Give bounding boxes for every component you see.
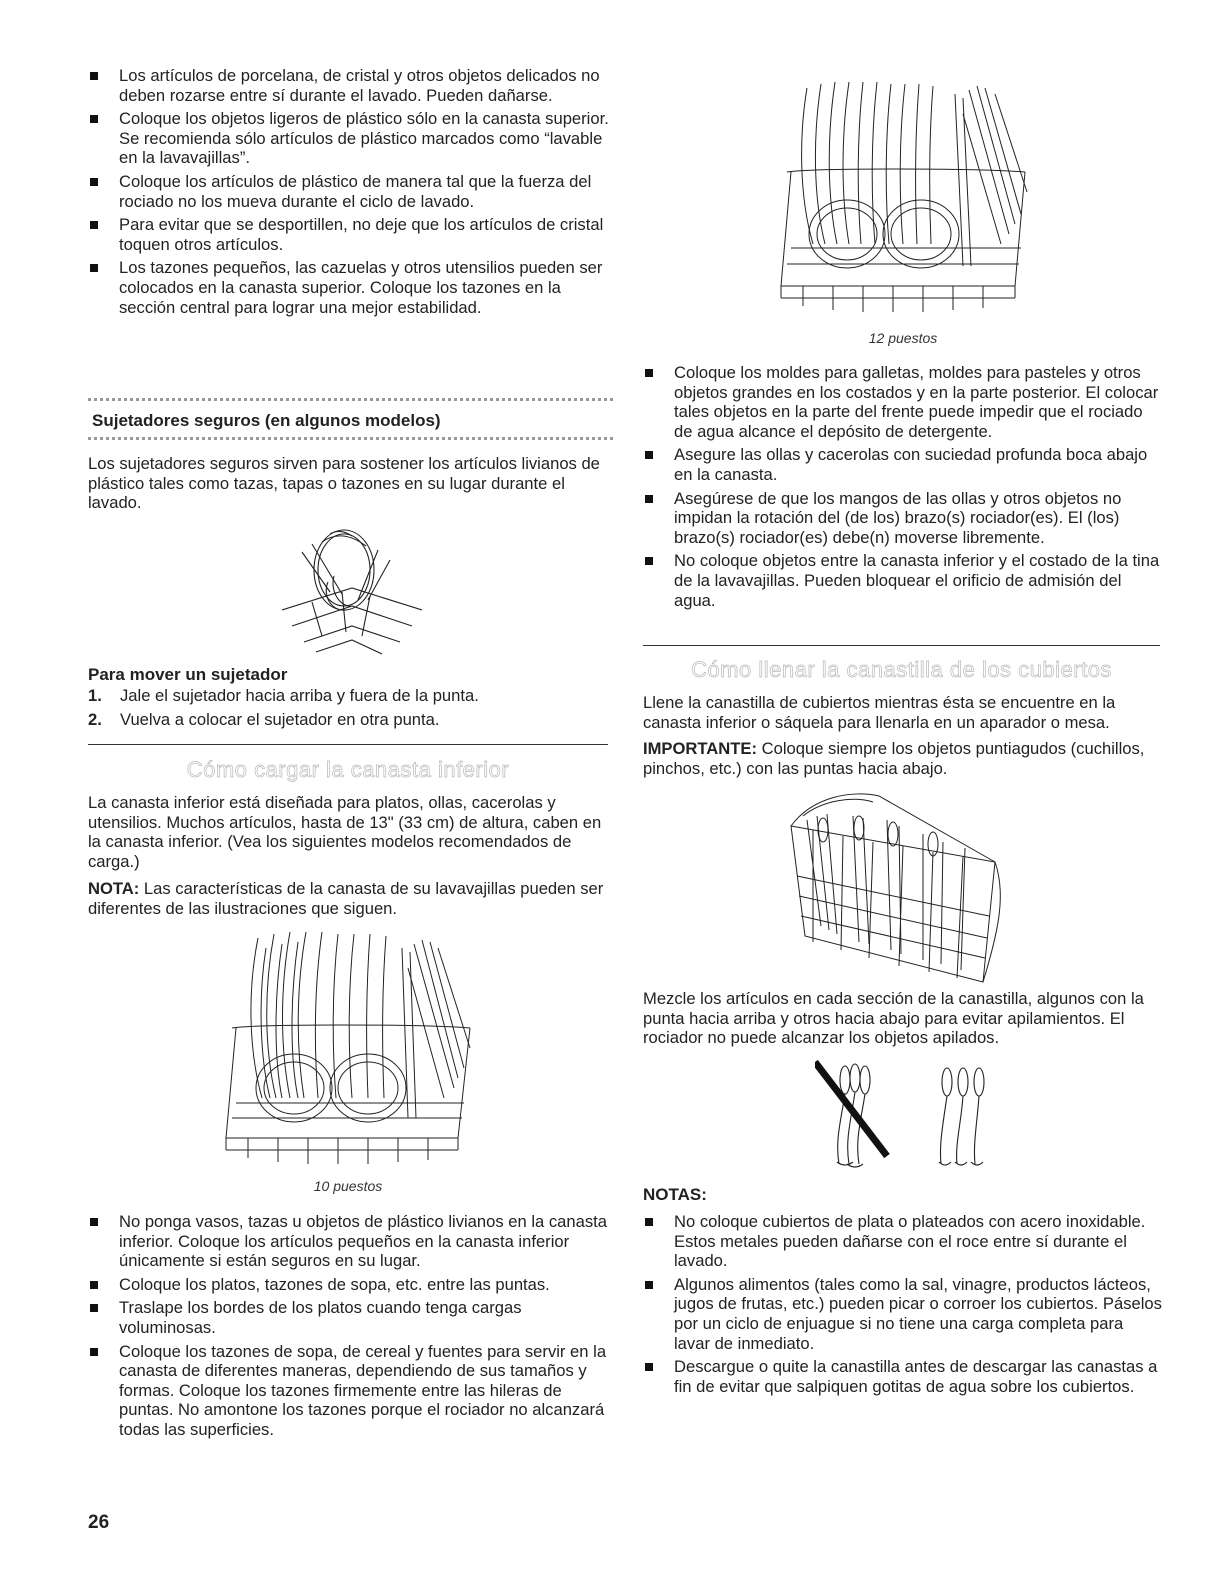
list-item: Los tazones pequeños, las cazuelas y otros utensilios pueden ser colocados en la canasta superior. Coloque los tazones en la sección central para lograr una mejor estabilidad. (88, 258, 613, 317)
list-item: Asegúrese de que los mangos de las ollas y otros objetos no impidan la rotación del (de los) brazo(s) rociador(es). El (los) brazo(s) rociador(es) debe(n) moverse libremente. (643, 489, 1163, 548)
paragraph: La canasta inferior está diseñada para platos, ollas, cacerolas y utensilios. Muchos artículos, hasta de 13" (33 cm) de altura, caben en la canasta inferior. (Vea los siguientes modelos recomendados de carga.) (88, 793, 602, 871)
list-item: No coloque objetos entre la canasta inferior y el costado de la tina de la lavavajillas. Pueden bloquear el orificio de admisión del agua. (643, 551, 1163, 610)
note-label: NOTA: (88, 879, 140, 898)
important-label: IMPORTANTE: (643, 739, 757, 758)
paragraph: Los sujetadores seguros sirven para sostener los artículos livianos de plástico tales como tazas, tapas o tazones en su lugar durante el lavado. (88, 454, 600, 513)
section-title: Cómo llenar la canastilla de los cubiertos (691, 657, 1112, 682)
paragraph: Mezcle los artículos en cada sección de la canastilla, algunos con la punta hacia arriba y otros hacia abajo para evitar apilamientos. El rociador no puede alcanzar los objetos apilados. (643, 989, 1144, 1048)
bullet-list-bottom-left (88, 1212, 613, 1440)
note-paragraph (88, 879, 613, 918)
subheading: Para mover un sujetador (88, 665, 288, 684)
nesting-spoons-illustration (815, 1060, 895, 1170)
list-item (88, 686, 613, 706)
list-item: Asegure las ollas y cacerolas con suciedad profunda boca abajo en la canasta. (643, 445, 1163, 484)
list-item: Coloque los objetos ligeros de plástico sólo en la canasta superior. Se recomienda sólo artículos de plástico marcados como “lavable en la lavavajillas”. (88, 109, 613, 168)
caption: 12 puestos (868, 330, 938, 346)
note-text: Las características de la canasta de su lavavajillas pueden ser diferentes de las ilustraciones que siguen. (88, 879, 604, 918)
list-item: No coloque cubiertos de plata o plateados con acero inoxidable. Estos metales pueden dañarse con el roce entre sí durante el lavado. (643, 1212, 1163, 1271)
notes-heading: NOTAS: (643, 1185, 707, 1204)
step-text: Jale el sujetador hacia arriba y fuera de la punta. (120, 686, 479, 705)
list-item: Los artículos de porcelana, de cristal y otros objetos delicados no deben rozarse entre sí durante el lavado. Pueden dañarse. (88, 66, 613, 105)
important-text: Coloque siempre los objetos puntiagudos (cuchillos, pinchos, etc.) con las puntas hacia abajo. (643, 739, 1145, 778)
list-item (88, 710, 613, 730)
step-number: 2. (88, 709, 102, 729)
notes-list (643, 1212, 1163, 1396)
lower-rack-12-illustration (773, 76, 1033, 321)
steps-list (88, 686, 613, 729)
step-number: 1. (88, 686, 102, 705)
paragraph: Llene la canastilla de cubiertos mientras ésta se encuentre en la canasta inferior o sáquela para llenarla en un aparador o mesa. (643, 693, 1116, 732)
divider (88, 744, 608, 745)
clip-illustration (282, 522, 422, 660)
bullet-list-top-right (643, 363, 1163, 610)
divider (643, 645, 1160, 646)
step-text: Vuelva a colocar el sujetador en otra punta. (120, 709, 440, 729)
list-item: Para evitar que se desportillen, no deje que los artículos de cristal toquen otros artículos. (88, 215, 613, 254)
list-item: Descargue o quite la canastilla antes de descargar las canastas a fin de evitar que salpiquen gotitas de agua sobre los cubiertos. (643, 1357, 1163, 1396)
section-heading: Sujetadores seguros (en algunos modelos) (92, 411, 441, 430)
list-item: Coloque los platos, tazones de sopa, etc. entre las puntas. (88, 1275, 613, 1295)
important-paragraph (643, 739, 1163, 778)
list-item: Traslape los bordes de los platos cuando tenga cargas voluminosas. (88, 1298, 613, 1337)
list-item: Coloque los tazones de sopa, de cereal y fuentes para servir en la canasta de diferentes maneras, dependiendo de sus tamaños y formas. Coloque los tazones firmemente entre las hileras de puntas. No amontone los tazones porque el rociador no alcanzará todas las superficies. (88, 1342, 613, 1440)
spaced-spoons-illustration (933, 1064, 993, 1170)
divider (88, 398, 613, 401)
caption: 10 puestos (313, 1178, 383, 1194)
bullet-list-top-left (88, 66, 613, 317)
list-item: Coloque los artículos de plástico de manera tal que la fuerza del rociado no los mueva durante el ciclo de lavado. (88, 172, 613, 211)
list-item: Algunos alimentos (tales como la sal, vinagre, productos lácteos, jugos de frutas, etc.) pueden picar o corroer los cubiertos. Páselos por un ciclo de enjuague si no tiene una carga completa para lavar de inmediato. (643, 1275, 1163, 1353)
section-title: Cómo cargar la canasta inferior (186, 757, 510, 782)
lower-rack-10-illustration (218, 928, 478, 1168)
list-item: No ponga vasos, tazas u objetos de plástico livianos en la canasta inferior. Coloque los artículos pequeños en la canasta inferior únicamente si están seguros en su lugar. (88, 1212, 613, 1271)
page-number: 26 (88, 1512, 110, 1533)
divider (88, 437, 613, 440)
cutlery-basket-illustration (783, 786, 1013, 984)
list-item: Coloque los moldes para galletas, moldes para pasteles y otros objetos grandes en los costados y en la parte posterior. El colocar tales objetos en la parte del frente puede impedir que el rociado de agua alcance el depósito de detergente. (643, 363, 1163, 441)
